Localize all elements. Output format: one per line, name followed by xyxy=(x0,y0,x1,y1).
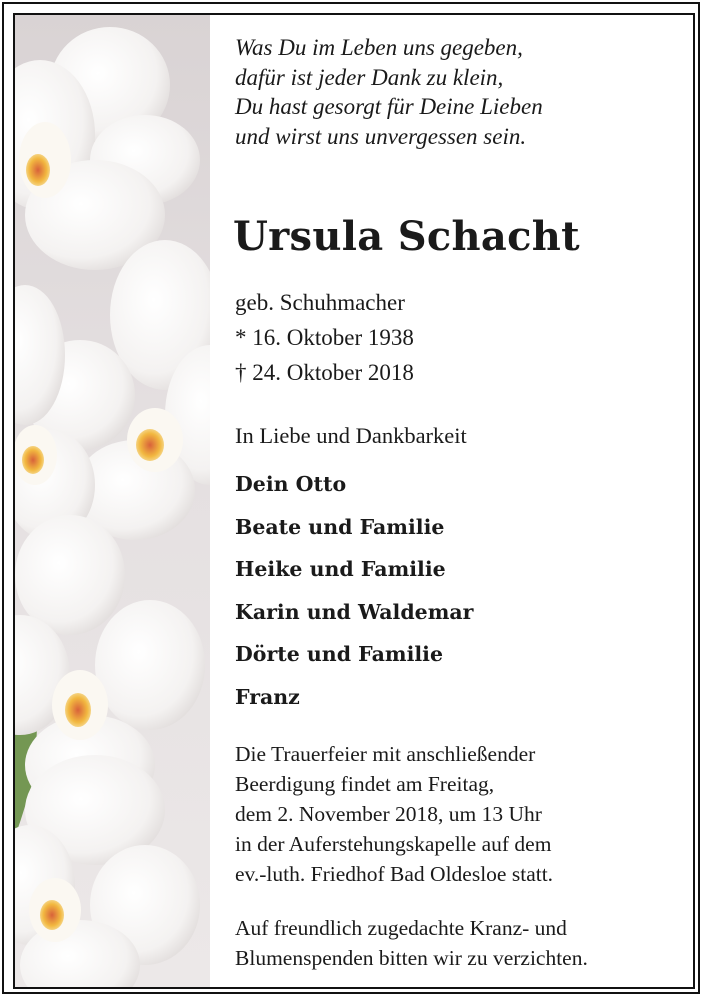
deceased-name: Ursula Schacht xyxy=(233,213,580,260)
mourner-name: Heike und Familie xyxy=(235,557,446,581)
life-dates xyxy=(235,285,414,390)
funeral-line: Die Trauerfeier mit anschließender xyxy=(235,742,536,766)
white-orchid-icon xyxy=(15,15,210,987)
mourner-name: Karin und Waldemar xyxy=(235,599,474,624)
flowers-note-line: Blumenspenden bitten wir zu verzichten. xyxy=(235,946,588,970)
mourner-name: Franz xyxy=(235,684,300,709)
poem-line: Du hast gesorgt für Deine Lieben xyxy=(235,94,543,119)
funeral-line: ev.-luth. Friedhof Bad Oldesloe statt. xyxy=(235,862,554,886)
flowers-note-line: Auf freundlich zugedachte Kranz- und xyxy=(235,916,567,940)
notice-outer-border xyxy=(2,2,700,994)
mourner-name: Dörte und Familie xyxy=(235,642,443,666)
birth-date: * 16. Oktober 1938 xyxy=(235,325,414,350)
flowers-note xyxy=(235,913,588,973)
funeral-line: Beerdigung findet am Freitag, xyxy=(235,772,495,796)
orchid-image xyxy=(15,15,210,987)
poem-line: und wirst uns unvergessen sein. xyxy=(235,123,527,149)
mourners-intro: In Liebe und Dankbarkeit xyxy=(235,423,467,448)
notice-inner-border xyxy=(13,13,695,989)
funeral-details xyxy=(235,739,553,889)
poem xyxy=(235,33,685,151)
mourner-name: Beate und Familie xyxy=(235,514,445,539)
maiden-name: geb. Schuhmacher xyxy=(235,290,405,315)
mourners-list xyxy=(235,463,473,718)
poem-line: dafür ist jeder Dank zu klein, xyxy=(235,64,504,90)
funeral-line: dem 2. November 2018, um 13 Uhr xyxy=(235,802,542,826)
poem-line: Was Du im Leben uns gegeben, xyxy=(235,35,523,60)
death-date: † 24. Oktober 2018 xyxy=(235,360,414,385)
funeral-line: in der Auferstehungskapelle auf dem xyxy=(235,832,552,856)
mourner-name: Dein Otto xyxy=(235,472,347,496)
